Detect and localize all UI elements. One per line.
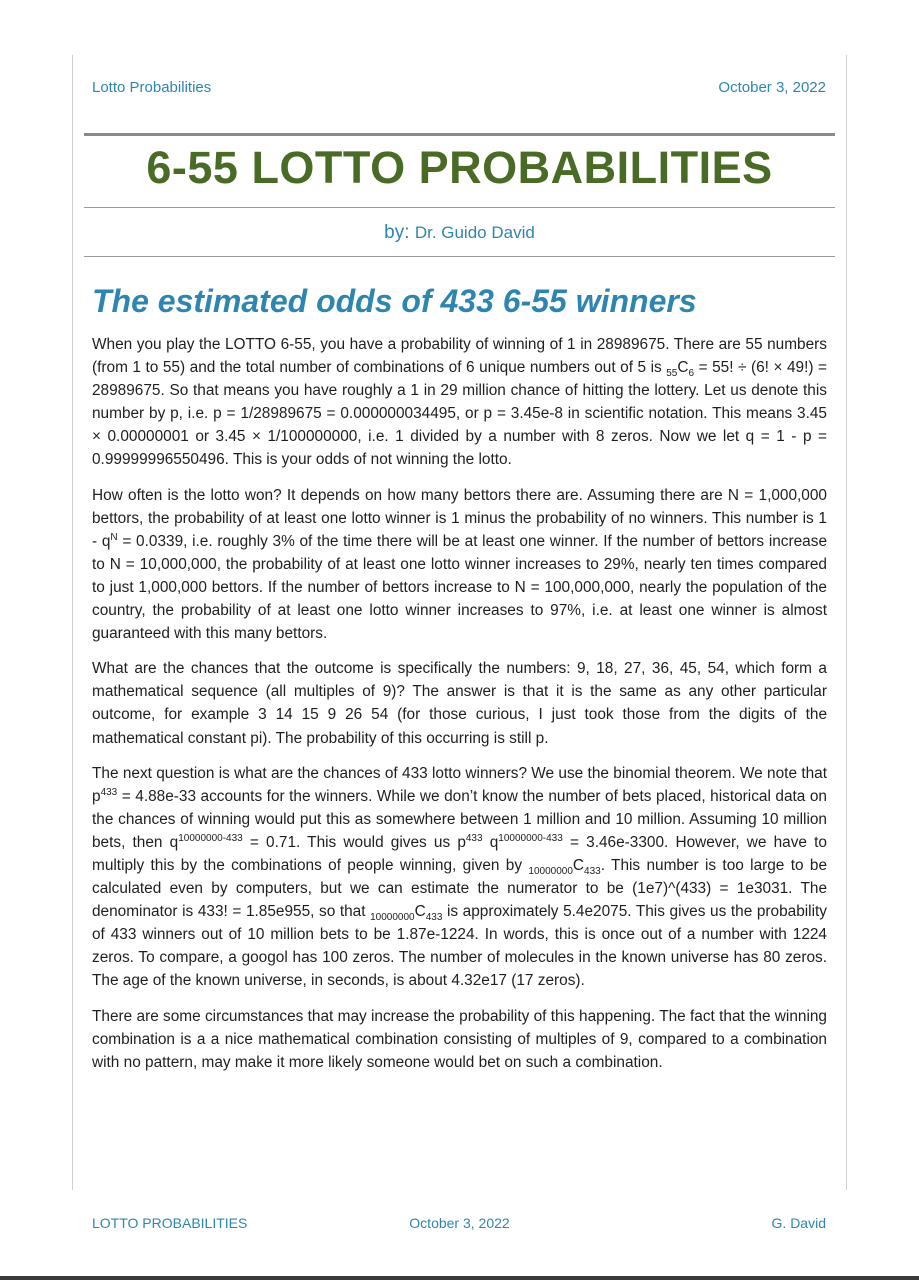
paragraph-1: When you play the LOTTO 6-55, you have a probability of winning of 1 in 28989675. There are 55 numbers (from 1 to 55) and the total number of combinations of 6 unique numbers out of 5 is $_{55}C_6 = 55$! ÷ (6! × 49!) = 28989675. So that means you have roughly a 1 in 29 million chance of hitting the lottery. Let us denote this number by p, i.e. p = 1/28989675 = 0.000000034495, or p = 3.45e-8 in scientific notation. This means 3.45 × 0.00000001 or 3.45 × 1/100000000, i.e. 1 divided by a number with 8 zeros. Now we let q = 1 - p = 0.99999996550496. This is your odds of not winning the lotto. <box>92 336 827 469</box>
article-body <box>92 333 827 1086</box>
header-document-title: Lotto Probabilities <box>92 79 212 96</box>
paragraph-5: There are some circumstances that may increase the probability of this happening. The fact that the winning combination is a a nice mathematical combination consisting of multiples of 9, compared to a combination with no pattern, may make it more likely someone would bet on such a combination. <box>92 1007 827 1071</box>
footer-author: G. David <box>771 1215 826 1231</box>
page-border-left <box>72 55 73 1190</box>
footer-date: October 3, 2022 <box>409 1215 510 1231</box>
header-date: October 3, 2022 <box>718 79 826 96</box>
page-title: 6-55 LOTTO PROBABILITIES <box>146 142 773 193</box>
byline <box>84 220 835 246</box>
paragraph-3: What are the chances that the outcome is specifically the numbers: 9, 18, 27, 36, 45, 54, which form a mathematical sequence (all multiples of 9)? The answer is that it is the same as any other particular outcome, for example 3 14 15 9 26 54 (for those curious, I just took those from the digits of the mathematical constant pi). The probability of this occurring is still p. <box>92 660 827 747</box>
byline-prefix: by: <box>384 222 410 243</box>
byline-bottom-rule <box>84 256 835 257</box>
page-border-right <box>846 55 847 1190</box>
section-heading: The estimated odds of 433 6-55 winners <box>92 283 697 319</box>
bottom-edge-strip <box>0 1276 919 1280</box>
byline-author: Dr. Guido David <box>414 223 535 242</box>
paragraph-2: How often is the lotto won? It depends on how many bettors there are. Assuming there are N = 1,000,000 bettors, the probability of at least one lotto winner is 1 minus the probability of no winners. This number is $1 - q^N = 0.0339$, i.e. roughly 3% of the time there will be at least one winner. If the number of bettors increase to N = 10,000,000, the probability of at least one lotto winner increases to 29%, nearly ten times compared to just 1,000,000 bettors. If the number of bettors increase to N = 100,000,000, nearly the population of the country, the probability of at least one lotto winner increases to 97%, i.e. at least one winner is almost guaranteed with this many bettors. <box>92 486 827 643</box>
title-bottom-rule <box>84 207 835 208</box>
paragraph-4: The next question is what are the chances of 433 lotto winners? We use the binomial theorem. We note that $p^{433} = 4.88e-33$ accounts for the winners. While we don’t know the number of bets placed, historical data on the chances of winning would put this as somewhere between 1 million and 10 million. Assuming 10 million bets, then $q^{10000000-433} = 0.71$. This would gives us $p^{433}$ $q^{10000000-433} = 3.46e-3300$. However, we have to multiply this by the combinations of people winning, given by $_{10000000}C_{433}$. This number is too large to be calculated even by computers, but we can estimate the numerator to be (1e7)^(433) = 1e3031. The denominator is 433! = 1.85e955, so that $_{10000000}C_{433}$ is approximately 5.4e2075. This gives us the probability of 433 winners out of 10 million bets to be 1.87e-1224. In words, this is once out of a number with 1224 zeros. To compare, a googol has 100 zeros. The number of molecules in the known universe has 80 zeros. The age of the known universe, in seconds, is about 4.32e17 (17 zeros). <box>92 764 827 990</box>
title-top-rule <box>84 133 835 136</box>
footer-document-title: LOTTO PROBABILITIES <box>92 1215 248 1231</box>
